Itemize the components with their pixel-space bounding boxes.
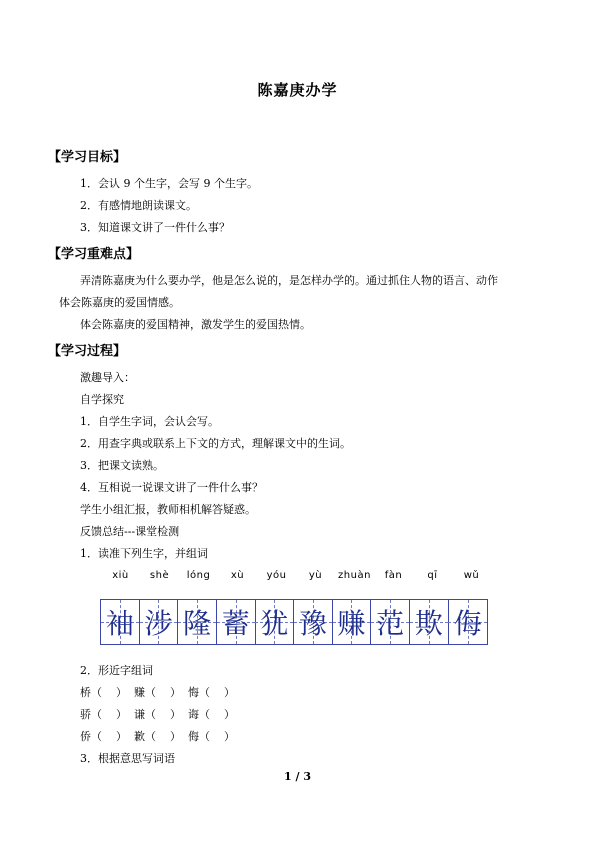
char-cell <box>294 600 333 644</box>
process-line: 3．把课文读熟。 <box>80 459 164 472</box>
pinyin-label: yù <box>308 570 323 581</box>
process-line: 1．自学生字词，会认会写。 <box>80 415 219 428</box>
pinyin-label: yóu <box>266 570 287 581</box>
char-glyph: 隆 <box>183 607 212 640</box>
char-cell <box>178 600 217 644</box>
similar-chars-row: 桥（ ） 赚（ ） 悔（ ） <box>80 686 235 699</box>
pinyin-label: xù <box>230 570 245 581</box>
char-cell <box>255 600 294 644</box>
char-glyph: 赚 <box>337 607 366 640</box>
char-glyph: 蓄 <box>221 607 250 640</box>
char-cell <box>333 600 372 644</box>
goal-item: 2．有感情地朗读课文。 <box>80 199 197 212</box>
goal-item: 3．知道课文讲了一件什么事？ <box>80 221 230 234</box>
process-line: 2．用查字典或联系上下文的方式，理解课文中的生词。 <box>80 437 351 450</box>
char-cell <box>371 600 410 644</box>
pinyin-label: wǔ <box>463 570 480 581</box>
pinyin-label: shè <box>149 570 170 581</box>
key-point-line: 弄清陈嘉庚为什么要办学，他是怎么说的，是怎样办学的。通过抓住人物的语言、动作 <box>80 274 498 287</box>
similar-chars-heading: 2．形近字组词 <box>80 664 153 677</box>
goal-item: 1．会认 9 个生字，会写 9 个生字。 <box>80 177 258 190</box>
process-line: 4．互相说一说课文讲了一件什么事？ <box>80 481 263 494</box>
char-cell <box>448 600 487 644</box>
key-point-line: 体会陈嘉庚的爱国情感。 <box>59 296 180 309</box>
process-line: 激趣导入： <box>80 371 135 384</box>
char-glyph: 袖 <box>105 607 134 640</box>
process-line: 自学探究 <box>80 393 124 406</box>
pinyin-label: lóng <box>186 570 211 581</box>
char-glyph: 欺 <box>414 607 443 640</box>
char-cell <box>410 600 449 644</box>
pinyin-row <box>101 570 491 584</box>
process-line: 学生小组汇报，教师相机解答疑惑。 <box>80 503 256 516</box>
char-glyph: 范 <box>376 607 405 640</box>
key-point-line: 体会陈嘉庚的爱国精神，激发学生的爱国热情。 <box>80 318 311 331</box>
process-line: 反馈总结---课堂检测 <box>80 525 180 538</box>
char-cell <box>140 600 179 644</box>
process-line: 1．读准下列生字，并组词 <box>80 547 208 560</box>
char-glyph: 涉 <box>144 607 173 640</box>
char-glyph: 侮 <box>453 607 482 640</box>
char-cell <box>101 600 140 644</box>
meaning-words-heading: 3．根据意思写词语 <box>80 752 175 765</box>
similar-chars-row: 侨（ ） 歉（ ） 侮（ ） <box>80 730 235 743</box>
char-glyph: 犹 <box>260 607 289 640</box>
page-number: 1 / 3 <box>284 770 311 783</box>
pinyin-label: zhuàn <box>338 570 371 581</box>
page-title: 陈嘉庚办学 <box>257 81 338 99</box>
section-heading-goals: 【学习目标】 <box>48 150 127 165</box>
section-heading-process: 【学习过程】 <box>48 344 127 359</box>
char-cell <box>217 600 256 644</box>
pinyin-label: fàn <box>384 570 403 581</box>
char-glyph: 豫 <box>298 607 327 640</box>
similar-chars-row: 骄（ ） 谦（ ） 诲（ ） <box>80 708 235 721</box>
pinyin-label: qī <box>427 570 438 581</box>
section-heading-key-points: 【学习重难点】 <box>48 247 140 262</box>
pinyin-label: xiù <box>112 570 129 581</box>
character-grid <box>100 599 488 645</box>
